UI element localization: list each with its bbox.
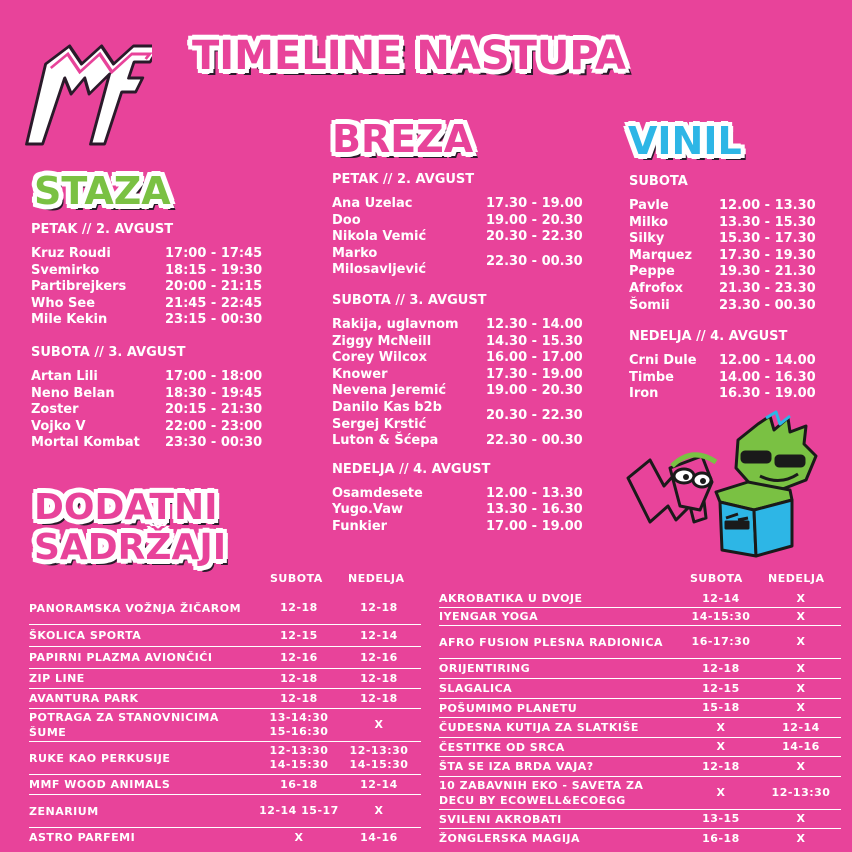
act-name: Pavle [629, 198, 669, 213]
act-time: 19.30 - 21.30 [719, 264, 816, 280]
table-row [29, 742, 421, 775]
list-item [629, 215, 839, 232]
act-time: 12.30 - 14.00 [486, 316, 583, 332]
table-row [439, 626, 841, 659]
breza-day-label: SUBOTA // 3. AVGUST [332, 292, 487, 308]
activity-sat: 12-13:30 14-15:30 [269, 744, 329, 771]
activity-sun: X [796, 759, 806, 773]
table-row [439, 659, 841, 679]
act-name: Iron [629, 386, 659, 402]
list-item [332, 350, 602, 367]
activity-name: 10 ZABAVNIH EKO - SAVETA ZA DECU BY ECOWELL&ECOEGG [439, 779, 644, 807]
act-time: 20:00 - 21:15 [165, 279, 263, 295]
activity-sun: X [374, 804, 384, 817]
table-row [29, 828, 421, 847]
staza-day-label: PETAK // 2. AVGUST [31, 222, 174, 237]
act-time: 22.30 - 00.30 [486, 433, 583, 449]
activity-sat: 12-18 [280, 601, 318, 614]
act-name: Knower [332, 366, 388, 382]
list-item [332, 433, 602, 450]
activity-sat: 16-18 [280, 777, 318, 791]
activity-sat: 13-15 [702, 812, 740, 825]
activity-name: PAPIRNI PLAZMA AVIONČIĆI [29, 651, 213, 664]
activity-sat: 12-15 [280, 628, 318, 642]
activity-name: SLAGALICA [439, 682, 513, 695]
act-name: Svemirko [31, 262, 100, 278]
act-name: Peppe [629, 264, 675, 280]
table-row [29, 592, 421, 625]
activity-sun: X [796, 831, 806, 845]
act-name: Nikola Vemić [332, 229, 427, 245]
list-item [629, 231, 839, 248]
list-item [629, 353, 839, 370]
activity-sat: 15-18 [702, 701, 740, 714]
activity-name: POŠUMIMO PLANETU [439, 701, 578, 715]
act-time: 16.30 - 19.00 [719, 386, 816, 402]
act-name: Artan Lili [31, 368, 98, 384]
vinil-day-label: SUBOTA [629, 174, 688, 189]
act-name: Ana Uzelac [332, 196, 413, 211]
activity-sun: 12-18 [360, 671, 398, 685]
act-name: Timbe [629, 369, 674, 385]
activity-sun: 12-14 [782, 720, 820, 734]
table-row [439, 608, 841, 626]
list-item [31, 402, 281, 419]
staza-day-0-acts [31, 246, 281, 329]
act-time: 23.30 - 00.30 [719, 297, 816, 313]
activity-name: RUKE KAO PERKUSIJE [29, 751, 171, 765]
act-name: Neno Belan [31, 385, 115, 401]
act-time: 13.30 - 16.30 [486, 502, 583, 518]
table-row [29, 625, 421, 647]
act-time: 17.00 - 19.00 [486, 518, 583, 534]
activity-sat: 14-15:30 [691, 609, 751, 623]
activity-sat: 12-15 [702, 681, 740, 695]
activity-sat: 13-14:30 15-16:30 [269, 711, 329, 738]
staza-day-label: SUBOTA // 3. AVGUST [31, 344, 186, 360]
table-row [439, 777, 841, 810]
table-row [439, 738, 841, 757]
activity-name: SVILENI AKROBATI [439, 812, 562, 826]
activity-sat: 12-18 [702, 661, 740, 675]
act-time: 12.00 - 13.30 [719, 198, 816, 213]
table-row [29, 669, 421, 689]
act-time: 13.30 - 15.30 [719, 214, 816, 230]
activity-name: ZENARIUM [29, 804, 99, 818]
activity-sat: 12-18 [280, 691, 318, 705]
act-time: 17.30 - 19.30 [719, 247, 816, 263]
list-item [629, 370, 839, 387]
table-row [439, 590, 841, 608]
act-time: 12.00 - 13.30 [486, 485, 583, 501]
activity-name: AFRO FUSION PLESNA RADIONICA [439, 635, 664, 649]
activity-name: ŠTA SE IZA BRDA VAJA? [439, 760, 594, 773]
list-item [332, 334, 602, 351]
vinil-schedule [629, 174, 839, 403]
act-name: Mile Kekin [31, 312, 108, 328]
act-time: 18:30 - 19:45 [165, 385, 263, 401]
left-col-header-sat: SUBOTA [270, 572, 323, 585]
act-time: 20.30 - 22.30 [486, 408, 583, 424]
activity-sun: 12-13:30 [771, 786, 831, 799]
page-title: TIMELINE NASTUPA [192, 33, 627, 79]
activity-sun: 14-16 [782, 740, 820, 753]
act-name: Šomii [629, 297, 670, 313]
table-row [439, 829, 841, 848]
act-time: 23:15 - 00:30 [165, 312, 263, 328]
act-name: Milko [629, 214, 669, 230]
table-row [439, 679, 841, 699]
act-time: 17:00 - 17:45 [165, 246, 263, 261]
list-item [629, 386, 839, 403]
list-item [332, 367, 602, 384]
activity-name: MMF WOOD ANIMALS [29, 778, 171, 791]
list-item [31, 279, 281, 296]
act-name: Crni Dule [629, 353, 697, 369]
activity-name: ČUDESNA KUTIJA ZA SLATKIŠE [439, 721, 639, 734]
act-name: Danilo Kas b2b Sergej Krstić [332, 399, 442, 432]
list-item [31, 246, 281, 263]
activity-sun: 12-14 [360, 628, 398, 642]
act-time: 19.00 - 20.30 [486, 383, 583, 399]
activity-name: ŽONGLERSKA MAGIJA [439, 832, 581, 845]
activity-sat: 12-16 [280, 650, 318, 664]
activity-sat: 12-14 15-17 [259, 804, 339, 817]
left-col-header-sun: NEDELJA [348, 572, 405, 585]
activity-name: ORIJENTIRING [439, 662, 531, 675]
list-item [31, 369, 281, 386]
activity-sun: 12-18 [360, 691, 398, 705]
list-item [332, 486, 602, 503]
list-item [332, 502, 602, 519]
act-name: Who See [31, 295, 96, 311]
vinil-heading: VINIL [628, 119, 742, 163]
act-time: 12.00 - 14.00 [719, 353, 816, 369]
breza-schedule [332, 172, 602, 536]
right-col-header-sun: NEDELJA [768, 572, 825, 585]
activity-name: AKROBATIKA U DVOJE [439, 592, 583, 605]
act-name: Ziggy McNeill [332, 333, 432, 349]
activity-sat: X [716, 740, 726, 753]
breza-heading: BREZA [332, 117, 474, 161]
act-time: 19.00 - 20.30 [486, 212, 583, 228]
act-time: 23:30 - 00:30 [165, 435, 263, 451]
list-item [332, 196, 602, 213]
activity-sun: 12-13:30 14-15:30 [349, 744, 409, 771]
activity-sat: 12-14 [702, 591, 740, 605]
list-item [31, 386, 281, 403]
act-name: Vojko V [31, 418, 86, 434]
vinil-day-label: NEDELJA // 4. AVGUST [629, 329, 788, 345]
activity-sun: X [796, 812, 806, 825]
table-row [439, 757, 841, 777]
act-time: 21:45 - 22:45 [165, 295, 263, 311]
act-time: 21.30 - 23.30 [719, 280, 816, 296]
activity-sun: X [796, 591, 806, 605]
list-item [332, 246, 602, 279]
activity-sat: X [294, 830, 304, 844]
staza-schedule [31, 222, 281, 452]
activity-sun: 12-14 [360, 777, 398, 791]
activity-sun: X [796, 681, 806, 695]
activities-table-left [29, 592, 421, 847]
activity-name: ŠKOLICA SPORTA [29, 629, 142, 642]
staza-heading: STAZA [34, 169, 171, 213]
act-name: Zoster [31, 402, 79, 418]
table-row [29, 647, 421, 669]
list-item [332, 317, 602, 334]
table-row [439, 718, 841, 738]
pink-mascot-icon [628, 455, 716, 522]
mascot-illustration [620, 410, 835, 560]
blue-box-mascot-icon [716, 482, 792, 556]
list-item [332, 213, 602, 230]
activity-sun: X [796, 635, 806, 648]
staza-day-1-acts [31, 369, 281, 452]
list-item [629, 281, 839, 298]
act-name: Afrofox [629, 280, 684, 296]
list-item [31, 312, 281, 329]
act-time: 15.30 - 17.30 [719, 231, 816, 247]
list-item [629, 248, 839, 265]
dodatni-heading-line2: SADRŽAJI [34, 527, 227, 568]
table-row [29, 689, 421, 709]
table-row [29, 775, 421, 795]
activity-sun: X [796, 661, 806, 675]
act-time: 20.30 - 22.30 [486, 229, 583, 245]
act-name: Luton & Šćepa [332, 433, 439, 449]
act-name: Rakija, uglavnom [332, 316, 459, 332]
act-time: 14.30 - 15.30 [486, 333, 583, 349]
table-row [29, 709, 421, 742]
right-col-header-sat: SUBOTA [690, 572, 743, 585]
list-item [332, 229, 602, 246]
mmf-logo [22, 34, 152, 154]
act-time: 22:00 - 23:00 [165, 418, 263, 434]
act-name: Marquez [629, 247, 693, 263]
activity-sun: X [796, 701, 806, 714]
act-name: Silky [629, 231, 665, 247]
activity-sun: X [796, 609, 806, 623]
list-item [629, 264, 839, 281]
list-item [31, 435, 281, 452]
list-item [31, 296, 281, 313]
act-name: Osamdesete [332, 485, 423, 501]
act-name: Yugo.Vaw [332, 502, 404, 518]
list-item [332, 400, 602, 433]
activity-name: ASTRO PARFEMI [29, 831, 136, 844]
breza-day-label: PETAK // 2. AVGUST [332, 172, 475, 187]
act-time: 17:00 - 18:00 [165, 368, 263, 384]
list-item [332, 383, 602, 400]
activity-name: ČESTITKE OD SRCA [439, 740, 565, 754]
activity-name: IYENGAR YOGA [439, 610, 539, 623]
list-item [332, 519, 602, 536]
activity-name: PANORAMSKA VOŽNJA ŽIČAROM [29, 601, 242, 615]
activity-name: POTRAGA ZA STANOVNICIMA ŠUME [29, 711, 219, 739]
activity-sat: 12-18 [280, 671, 318, 685]
list-item [629, 298, 839, 315]
act-name: Doo [332, 212, 361, 228]
activity-sat: 12-18 [702, 759, 740, 773]
list-item [31, 263, 281, 280]
act-name: Mortal Kombat [31, 435, 140, 451]
act-time: 17.30 - 19.00 [486, 196, 583, 211]
activity-sat: X [716, 786, 726, 799]
act-time: 18:15 - 19:30 [165, 262, 263, 278]
dodatni-heading-line1: DODATNI [34, 487, 218, 528]
act-time: 20:15 - 21:30 [165, 402, 263, 418]
activity-name: AVANTURA PARK [29, 692, 139, 705]
list-item [31, 419, 281, 436]
act-name: Partibrejkers [31, 279, 127, 295]
breza-day-label: NEDELJA // 4. AVGUST [332, 461, 491, 477]
activity-sat: X [716, 720, 726, 734]
act-name: Kruz Roudi [31, 246, 111, 261]
act-time: 22.30 - 00.30 [486, 254, 583, 270]
act-name: Nevena Jeremić [332, 383, 447, 399]
act-time: 14.00 - 16.30 [719, 369, 816, 385]
activity-sun: X [374, 718, 384, 731]
act-name: Corey Wilcox [332, 350, 427, 366]
table-row [29, 795, 421, 828]
activity-sun: 14-16 [360, 830, 398, 844]
green-mascot-icon [736, 412, 816, 490]
activities-table-right [439, 590, 841, 848]
table-row [439, 699, 841, 718]
table-row [439, 810, 841, 829]
act-name: Marko Milosavljević [332, 245, 427, 278]
activity-name: ZIP LINE [29, 672, 85, 685]
activity-sat: 16-17:30 [691, 635, 751, 648]
activity-sat: 16-18 [702, 831, 740, 845]
list-item [629, 198, 839, 215]
act-time: 16.00 - 17.00 [486, 350, 583, 366]
act-time: 17.30 - 19.00 [486, 366, 583, 382]
act-name: Funkier [332, 518, 388, 534]
activity-sun: 12-18 [360, 601, 398, 614]
activity-sun: 12-16 [360, 650, 398, 664]
